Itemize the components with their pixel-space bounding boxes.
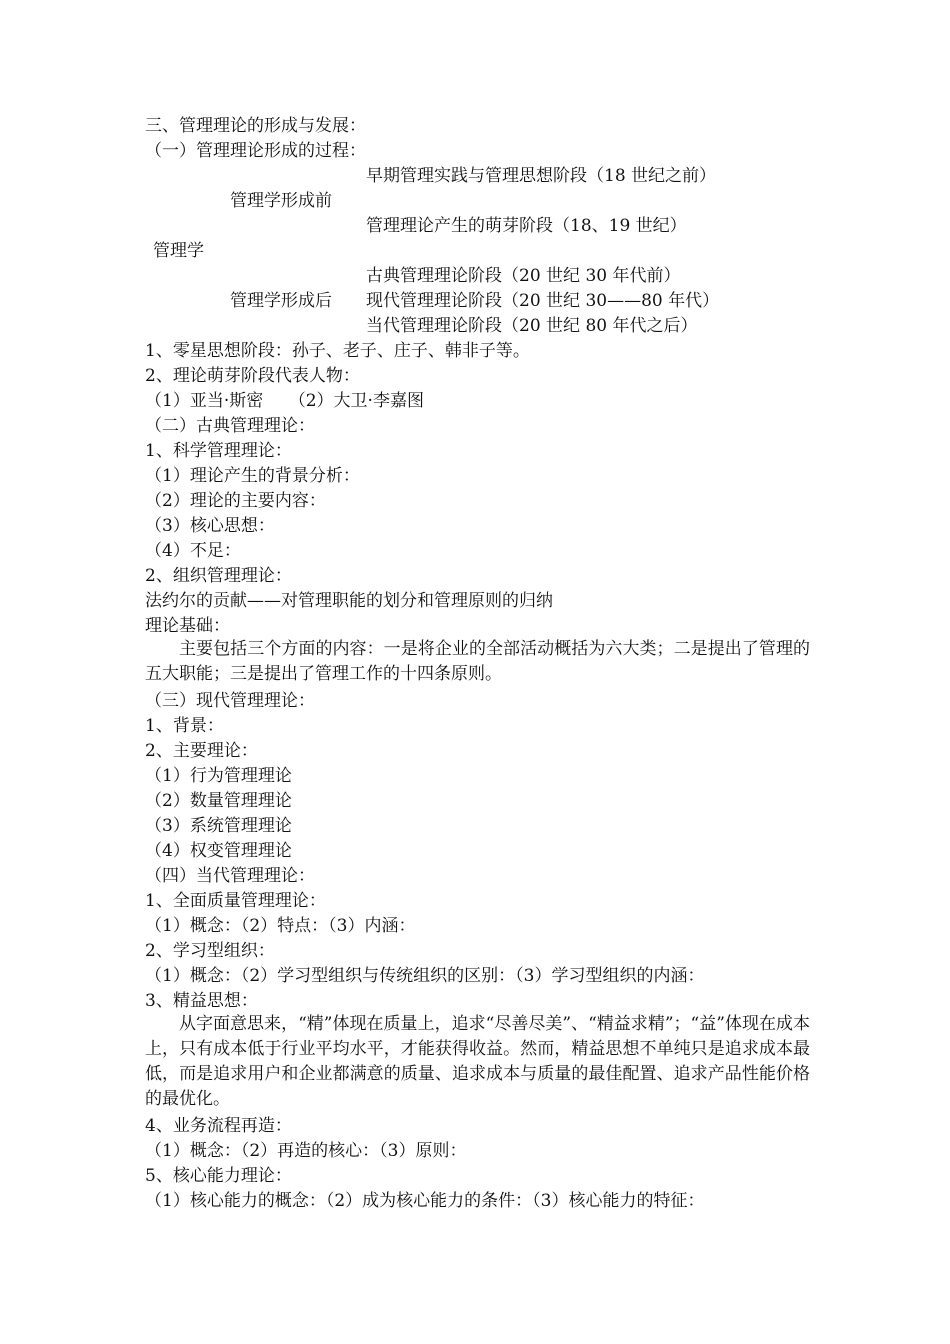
text-line: （1）概念：（2）特点：（3）内涵：	[145, 916, 416, 936]
section-heading-3: 三、管理理论的形成与发展：	[145, 116, 366, 136]
text-line: 2、主要理论：	[145, 741, 258, 761]
stage-budding: 管理理论产生的萌芽阶段（18、19 世纪）	[366, 216, 687, 236]
stage-contemporary: 当代管理理论阶段（20 世纪 80 年代之后）	[366, 316, 698, 336]
subsection-heading-3: （三）现代管理理论：	[145, 691, 315, 711]
text-line: （4）权变管理理论	[145, 841, 292, 861]
stage-early-practice: 早期管理实践与管理思想阶段（18 世纪之前）	[366, 166, 717, 186]
text-line: （1）理论产生的背景分析：	[145, 466, 360, 486]
text-line: 2、理论萌芽阶段代表人物：	[145, 366, 360, 386]
text-line: （4）不足：	[145, 541, 241, 561]
paragraph-lean-thinking: 从字面意思来，“精”体现在质量上，追求“尽善尽美”、“精益求精”；“益”体现在成本上，只有成本低于行业平均水平，才能获得收益。然而，精益思想不单纯只是追求成本最低，而是追求用户和企业都满意的质量、追求成本与质量的最佳配置、追求产品性能价格的最优化。	[145, 1014, 810, 1109]
after-discipline-label: 管理学形成后	[230, 291, 332, 311]
text-line: 1、零星思想阶段：孙子、老子、庄子、韩非子等。	[145, 341, 530, 361]
text-line: （2）理论的主要内容：	[145, 491, 326, 511]
management-root-label: 管理学	[153, 241, 204, 261]
text-line: 法约尔的贡献——对管理职能的划分和管理原则的归纳	[145, 591, 553, 611]
text-line: 2、学习型组织：	[145, 941, 275, 961]
text-line: 1、科学管理理论：	[145, 441, 292, 461]
stage-modern: 现代管理理论阶段（20 世纪 30——80 年代）	[366, 291, 720, 311]
text-line: 1、全面质量管理理论：	[145, 891, 326, 911]
text-line: 4、业务流程再造：	[145, 1116, 292, 1136]
text-line: 3、精益思想：	[145, 991, 258, 1011]
text-line: （1）概念：（2）再造的核心：（3）原则：	[145, 1141, 467, 1161]
subsection-heading-2: （二）古典管理理论：	[145, 416, 315, 436]
text-line: （3）系统管理理论	[145, 816, 292, 836]
text-line: （3）核心思想：	[145, 516, 275, 536]
text-line: 1、背景：	[145, 716, 224, 736]
text-line: 理论基础：	[145, 616, 230, 636]
paragraph-fayol: 主要包括三个方面的内容：一是将企业的全部活动概括为六大类；二是提出了管理的五大职能；三是提出了管理工作的十四条原则。	[145, 639, 810, 684]
text-line: 5、核心能力理论：	[145, 1166, 292, 1186]
text-line: （1）核心能力的概念：（2）成为核心能力的条件：（3）核心能力的特征：	[145, 1191, 705, 1211]
subsection-heading-1: （一）管理理论形成的过程：	[145, 141, 366, 161]
text-line: （1）概念：（2）学习型组织与传统组织的区别：（3）学习型组织的内涵：	[145, 966, 705, 986]
subsection-heading-4: （四）当代管理理论：	[145, 866, 315, 886]
text-line: （1）亚当·斯密 （2）大卫·李嘉图	[145, 391, 424, 411]
text-line: （2）数量管理理论	[145, 791, 292, 811]
text-line: 2、组织管理理论：	[145, 566, 292, 586]
text-line: （1）行为管理理论	[145, 766, 292, 786]
before-discipline-label: 管理学形成前	[230, 191, 332, 211]
stage-classical: 古典管理理论阶段（20 世纪 30 年代前）	[366, 266, 681, 286]
